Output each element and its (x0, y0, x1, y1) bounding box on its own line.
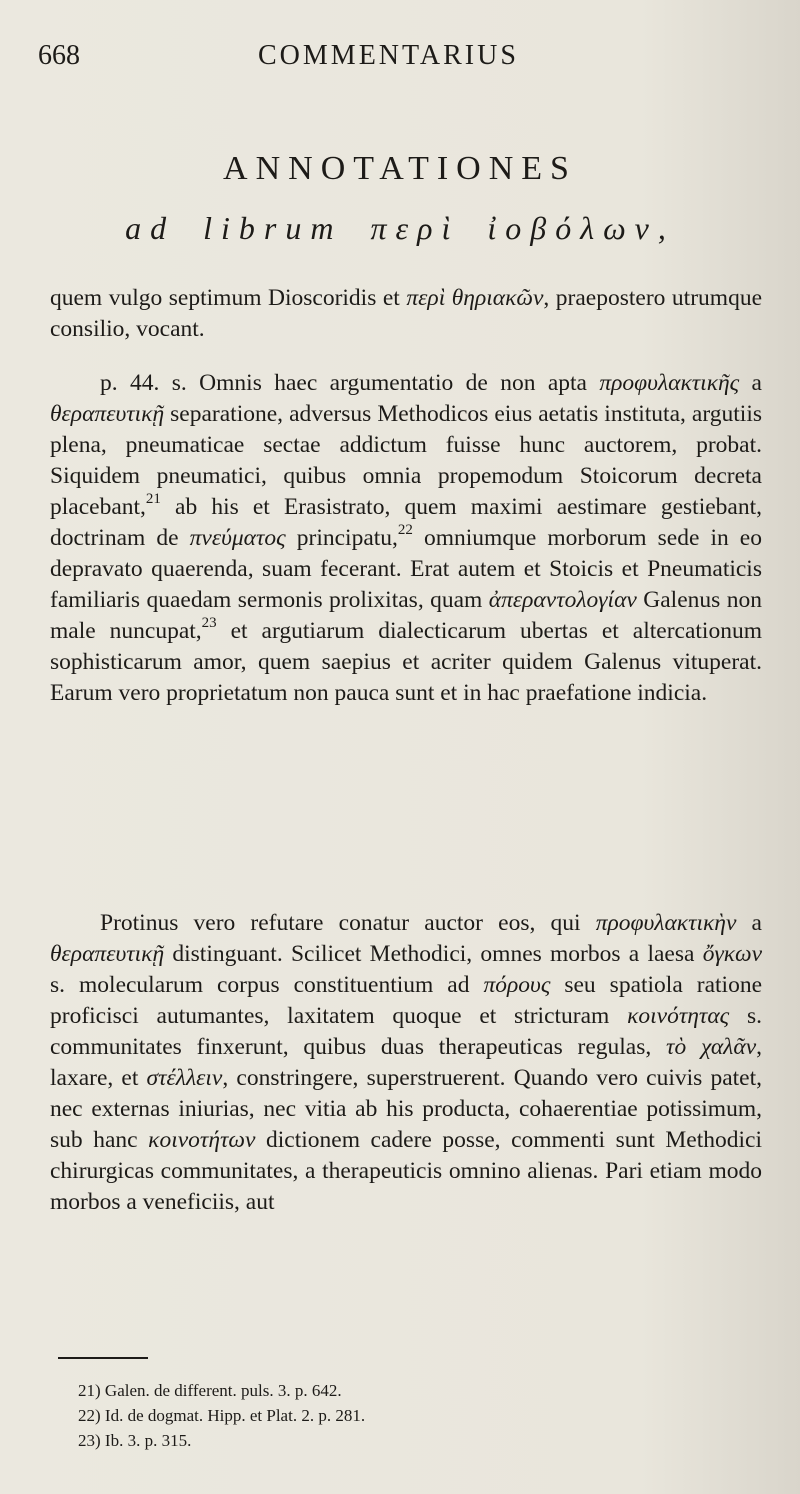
subheading-word: ad (125, 210, 176, 246)
text-run: et argutiarum dialecticarum ubertas et altercationum sophisticarum amor, quem saepius et acriter quidem Galenus vituperat. Earum vero proprietatum non pauca sunt et in hac praefatione indicia. (50, 618, 762, 706)
text-run: , laxare, et (50, 1034, 762, 1091)
greek-term: τὸ χαλᾶν (666, 1034, 757, 1060)
running-title: COMMENTARIUS (258, 40, 519, 71)
text-run: s. communitates finxerunt, quibus duas therapeuticas regulas, (50, 1003, 762, 1060)
page-number: 668 (38, 40, 80, 71)
subheading-word: librum (203, 210, 343, 246)
text-run: principatu, (285, 525, 398, 551)
text-run: , constringere, superstruerent. Quando vero cuivis patet, nec externas iniurias, nec vitia ab his producta, cohaerentiae potissimum, sub hanc (50, 1065, 762, 1153)
footnote-ref: 22 (397, 522, 413, 539)
text-run: s. molecularum corpus constituentium ad (50, 972, 484, 998)
greek-term: στέλλειν (146, 1065, 223, 1091)
subheading-word: ἰοβόλων, (487, 210, 675, 246)
section-subheading (0, 210, 800, 247)
text-run: Galenus non male nuncupat, (50, 587, 762, 644)
greek-term: κοινότητας (627, 1003, 730, 1029)
footnotes (78, 1378, 698, 1453)
text-run: seu spatiola ratione proficisci autumantes, laxitatem quoque et stricturam (50, 972, 762, 1029)
footnote-rule (58, 1357, 148, 1359)
footnote: 21) Galen. de different. puls. 3. p. 642. (78, 1381, 342, 1400)
greek-term: θεραπευτικῇ (50, 941, 165, 967)
text-run: p. 44. s. Omnis haec argumentatio de non apta (100, 370, 600, 396)
paragraph-intro (50, 283, 762, 345)
text-run: , praepostero utrumque consilio, vocant. (50, 285, 762, 342)
text-run: separatione, adversus Methodicos eius aetatis instituta, argutiis plena, pneumaticae sectae addictum fuisse hunc auctorem, probat. Siquidem pneumatici, quibus omnia propemodum Stoicorum decreta placebant, (50, 401, 762, 520)
section-heading: ANNOTATIONES (223, 150, 577, 187)
footnote: 23) Ib. 3. p. 315. (78, 1431, 192, 1450)
subheading-word: περὶ (370, 210, 460, 246)
text-run: dictionem cadere posse, commenti sunt Methodici chirurgicas communitates, a therapeuticis omnino alienas. Pari etiam modo morbos a veneficiis, aut (50, 1127, 762, 1215)
footnote-ref: 21 (145, 491, 161, 508)
greek-term: θεραπευτικῇ (50, 401, 165, 427)
greek-term: πόρους (483, 972, 551, 998)
greek-term: πνεύματος (189, 525, 286, 551)
footnote: 22) Id. de dogmat. Hipp. et Plat. 2. p. 281. (78, 1406, 366, 1425)
greek-term: κοινοτήτων (148, 1127, 256, 1153)
greek-term: προφυλακτικὴν (595, 910, 737, 936)
footnote-ref: 23 (201, 615, 217, 632)
text-run: a (739, 370, 762, 396)
paragraph-annotation (50, 368, 762, 709)
text-run: a (736, 910, 762, 936)
text-run: omniumque morborum sede in eo depravato quaerenda, suam fecerant. Erat autem et Stoicis et Pneumaticis familiaris quaedam sermonis prolixitas, quam (50, 525, 762, 613)
running-head (0, 40, 800, 90)
paragraph-refutation (50, 908, 762, 1218)
greek-term: ὄγκων (702, 941, 762, 967)
greek-term: προφυλακτικῆς (599, 370, 740, 396)
greek-term: ἀπεραντολογίαν (488, 587, 637, 613)
text-run: Protinus vero refutare conatur auctor eos, qui (100, 910, 596, 936)
text-run: distinguant. Scilicet Methodici, omnes morbos a laesa (164, 941, 703, 967)
text-run: ab his et Erasistrato, quem maximi aestimare gestiebant, doctrinam de (50, 494, 762, 551)
text-run: quem vulgo septimum Dioscoridis et (50, 285, 407, 311)
greek-term: περὶ θηριακῶν (406, 285, 544, 311)
